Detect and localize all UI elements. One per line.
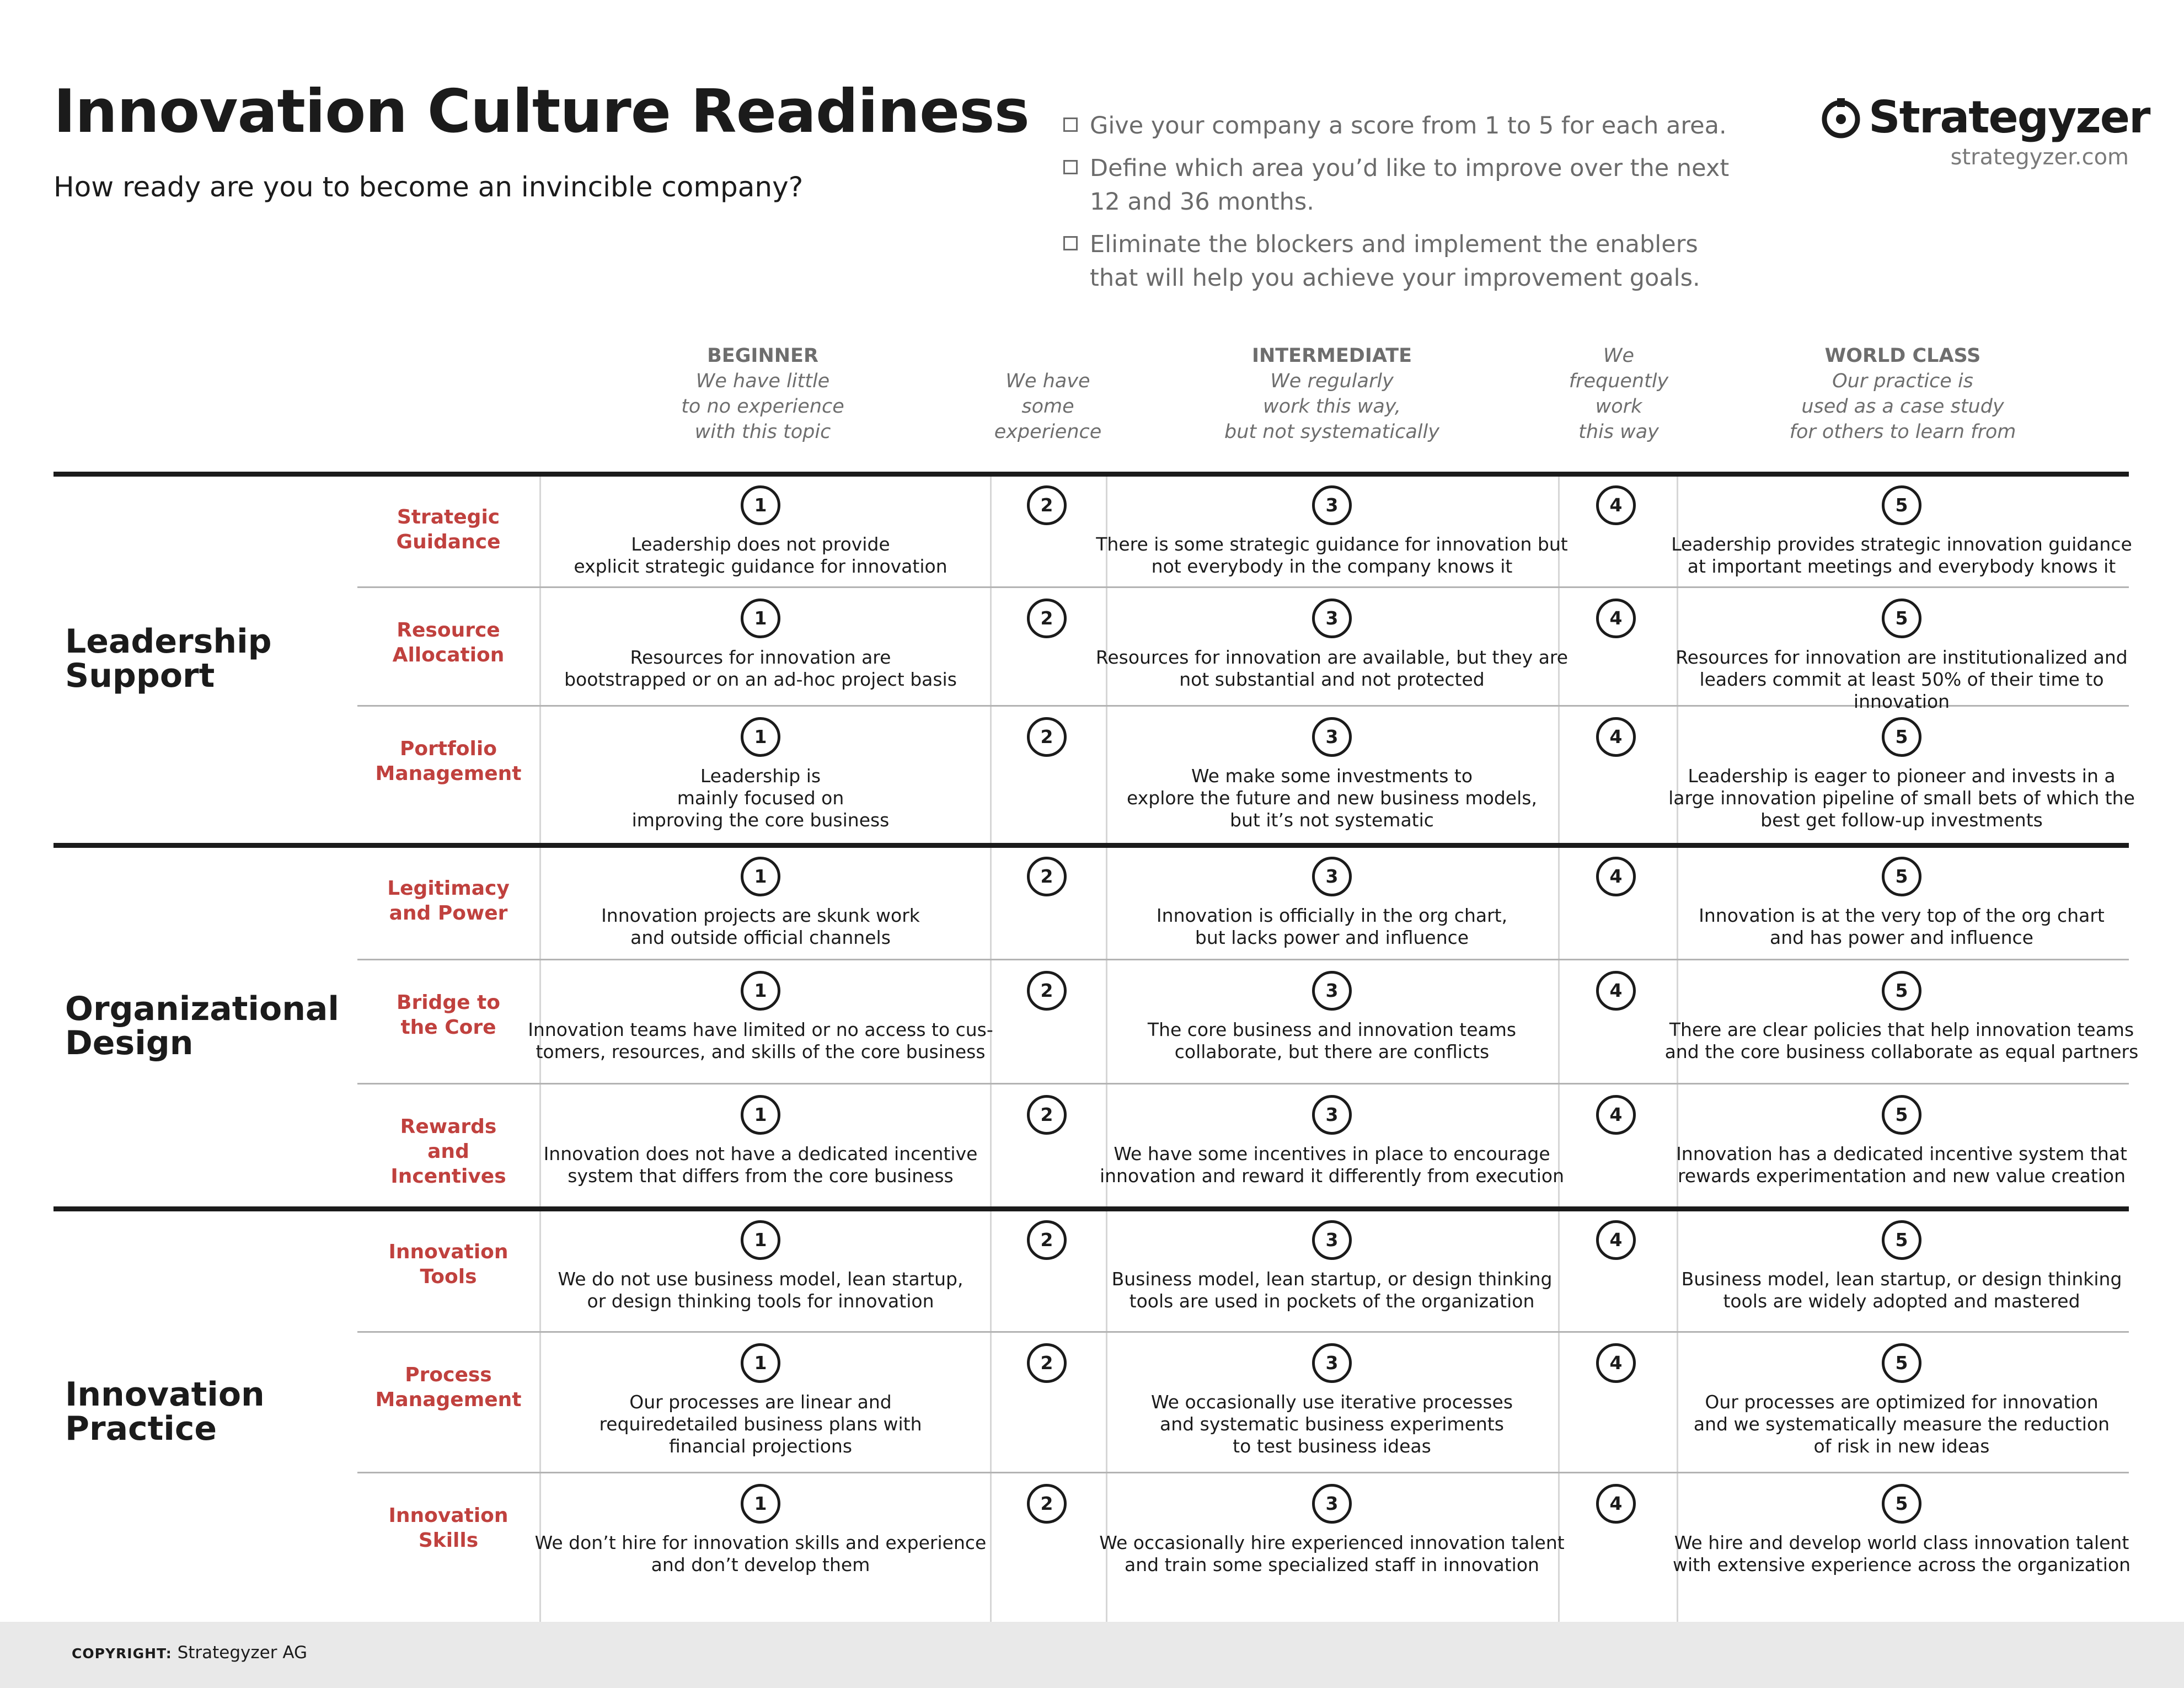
description-line: Business model, lean startup, or design thinking [1681, 1268, 2122, 1290]
area-label-line: Tools [420, 1265, 477, 1288]
description-line: bootstrapped or on an ad-hoc project basis [564, 669, 957, 690]
strategyzer-mark-icon [1820, 97, 1862, 139]
scale-header-beginner [644, 343, 881, 445]
score-4-button[interactable]: 4 [1596, 1220, 1636, 1260]
description-line: Innovation is at the very top of the org chart [1699, 905, 2105, 926]
description-line: collaborate, but there are conflicts [1174, 1041, 1490, 1062]
level-description-beginner [523, 1019, 998, 1063]
level-description-intermediate [1095, 905, 1569, 949]
description-line: Our processes are optimized for innovation [1705, 1391, 2099, 1413]
section-label [65, 992, 339, 1060]
score-4-button[interactable]: 4 [1596, 971, 1636, 1011]
level-description-intermediate [1095, 1143, 1569, 1187]
description-line: Business model, lean startup, or design thinking [1111, 1268, 1553, 1290]
level-description-world-class [1664, 1391, 2139, 1457]
page-title: Innovation Culture Readiness [53, 77, 1029, 146]
score-3-button[interactable]: 3 [1312, 485, 1352, 525]
checkbox-icon[interactable] [1063, 117, 1078, 132]
area-label-line: Resource [397, 619, 500, 642]
footer [0, 1622, 2184, 1688]
description-line: Resources for innovation are [630, 647, 891, 668]
description-line: and systematic business experiments [1160, 1413, 1504, 1435]
area-label-line: and [427, 1140, 469, 1163]
score-3-button[interactable]: 3 [1312, 1095, 1352, 1135]
scale-description: but not systematically [1224, 421, 1439, 443]
description-line: not everybody in the company knows it [1151, 555, 1513, 577]
description-line: There are clear policies that help innovation teams [1669, 1019, 2134, 1040]
level-description-beginner [523, 533, 998, 578]
score-3-button[interactable]: 3 [1312, 717, 1352, 757]
section-label-line: Organizational [65, 990, 339, 1028]
description-line: requiredetailed business plans with [599, 1413, 922, 1435]
area-label-line: Skills [418, 1529, 479, 1552]
description-line: innovation and reward it differently from execution [1099, 1165, 1565, 1187]
description-line: We don’t hire for innovation skills and experience [534, 1532, 987, 1553]
level-description-beginner [523, 905, 998, 949]
description-line: The core business and innovation teams [1147, 1019, 1517, 1040]
section-label-line: Design [65, 1024, 194, 1062]
section-label [65, 624, 272, 693]
description-line: Innovation has a dedicated incentive system that [1676, 1143, 2127, 1164]
area-label [357, 505, 539, 554]
score-2-button[interactable]: 2 [1027, 1095, 1067, 1135]
area-label-line: Incentives [390, 1165, 506, 1188]
area-label [357, 876, 539, 926]
description-line: at important meetings and everybody knows it [1687, 555, 2116, 577]
description-line: leaders commit at least 50% of their time to innovation [1699, 669, 2104, 712]
scale-description: some [1021, 396, 1074, 418]
description-line: We occasionally use iterative processes [1150, 1391, 1513, 1413]
scale-description: Our practice is [1832, 370, 1973, 392]
scale-description: work [1595, 396, 1642, 418]
section-divider [53, 1206, 2129, 1211]
score-2-button[interactable]: 2 [1027, 1343, 1067, 1383]
description-line: Leadership is eager to pioneer and invests in a [1688, 765, 2116, 787]
level-description-intermediate [1095, 533, 1569, 578]
score-5-button[interactable]: 5 [1882, 717, 1921, 757]
area-label [357, 1503, 539, 1553]
score-2-button[interactable]: 2 [1027, 599, 1067, 638]
area-label-line: Guidance [396, 531, 501, 553]
level-description-world-class [1664, 765, 2139, 831]
score-5-button[interactable]: 5 [1882, 485, 1921, 525]
description-line: with extensive experience across the organization [1672, 1554, 2131, 1575]
description-line: to test business ideas [1233, 1435, 1431, 1457]
level-description-world-class [1664, 1019, 2139, 1063]
score-5-button[interactable]: 5 [1882, 1343, 1921, 1383]
area-label-line: Strategic [397, 506, 500, 528]
level-description-intermediate [1095, 1268, 1569, 1312]
description-line: Innovation does not have a dedicated incentive [543, 1143, 978, 1164]
scale-header-4 [1544, 343, 1693, 445]
description-line: but it’s not systematic [1230, 809, 1434, 831]
description-line: Leadership does not provide [631, 533, 890, 555]
description-line: Innovation teams have limited or no access to cus- [528, 1019, 993, 1040]
score-4-button[interactable]: 4 [1596, 599, 1636, 638]
score-5-button[interactable]: 5 [1882, 1095, 1921, 1135]
scale-description: We regularly [1270, 370, 1394, 392]
description-line: There is some strategic guidance for innovation but [1096, 533, 1568, 555]
instruction-item [1063, 152, 1753, 219]
description-line: but lacks power and influence [1195, 927, 1469, 948]
section-label-line: Practice [65, 1409, 217, 1448]
level-description-world-class [1664, 647, 2139, 713]
scale-level: BEGINNER [707, 345, 818, 367]
description-line: not substantial and not protected [1179, 669, 1485, 690]
area-label-line: the Core [400, 1016, 496, 1039]
description-line: We hire and develop world class innovation talent [1674, 1532, 2129, 1553]
score-1-button[interactable]: 1 [741, 485, 780, 525]
level-description-world-class [1664, 1532, 2139, 1576]
score-1-button[interactable]: 1 [741, 1095, 780, 1135]
logo-wordmark: Strategyzer [1869, 92, 2150, 143]
scale-description: with this topic [694, 421, 831, 443]
level-description-beginner [523, 1391, 998, 1457]
area-label-line: Bridge to [397, 991, 500, 1014]
scale-description: this way [1578, 421, 1659, 443]
row-divider [357, 1331, 2129, 1333]
level-description-intermediate [1095, 1391, 1569, 1457]
score-4-button[interactable]: 4 [1596, 1484, 1636, 1524]
level-description-beginner [523, 1532, 998, 1576]
description-line: Innovation is officially in the org chart, [1156, 905, 1508, 926]
level-description-beginner [523, 1268, 998, 1312]
row-divider [357, 586, 2129, 588]
description-line: and we systematically measure the reduction [1693, 1413, 2110, 1435]
score-1-button[interactable]: 1 [741, 1220, 780, 1260]
row-divider [357, 1472, 2129, 1473]
level-description-intermediate [1095, 765, 1569, 831]
area-label-line: Innovation [388, 1504, 508, 1527]
scale-level: INTERMEDIATE [1251, 345, 1412, 367]
row-divider [357, 959, 2129, 960]
checkbox-icon[interactable] [1063, 236, 1078, 250]
level-description-beginner [523, 647, 998, 691]
score-4-button[interactable]: 4 [1596, 1343, 1636, 1383]
area-label-line: Management [375, 1388, 522, 1411]
score-3-button[interactable]: 3 [1312, 599, 1352, 638]
score-1-button[interactable]: 1 [741, 971, 780, 1011]
section-label-line: Leadership [65, 622, 272, 661]
score-1-button[interactable]: 1 [741, 599, 780, 638]
description-line: Leadership is [700, 765, 821, 787]
area-label-line: Allocation [392, 644, 505, 666]
description-line: Resources for innovation are institutionalized and [1676, 647, 2128, 668]
scale-description: We [1603, 345, 1635, 367]
description-line: We occasionally hire experienced innovation talent [1099, 1532, 1565, 1553]
copyright-holder: Strategyzer AG [177, 1643, 308, 1663]
area-label-line: Innovation [388, 1241, 508, 1263]
area-label [357, 1240, 539, 1289]
score-1-button[interactable]: 1 [741, 1484, 780, 1524]
scale-description: frequently [1569, 370, 1669, 392]
scale-header-intermediate [1197, 343, 1467, 445]
scale-description: used as a case study [1801, 396, 2004, 418]
instructions-list [1063, 109, 1753, 304]
level-description-beginner [523, 1143, 998, 1187]
description-line: We make some investments to [1191, 765, 1473, 787]
description-line: explore the future and new business models, [1127, 787, 1537, 809]
description-line: Resources for innovation are available, but they are [1095, 647, 1569, 668]
score-3-button[interactable]: 3 [1312, 1484, 1352, 1524]
score-5-button[interactable]: 5 [1882, 1220, 1921, 1260]
area-label-line: Legitimacy [387, 877, 510, 900]
scale-description: experience [994, 421, 1102, 443]
scale-header-2 [971, 368, 1125, 445]
level-description-world-class [1664, 1143, 2139, 1187]
score-5-button[interactable]: 5 [1882, 599, 1921, 638]
scale-description: We have little [695, 370, 830, 392]
description-line: and train some specialized staff in innovation [1125, 1554, 1539, 1575]
area-label-line: Rewards [400, 1115, 497, 1138]
level-description-intermediate [1095, 1019, 1569, 1063]
area-label [357, 618, 539, 667]
description-line: mainly focused on [677, 787, 844, 809]
description-line: tools are used in pockets of the organization [1129, 1290, 1535, 1312]
description-line: best get follow-up investments [1760, 809, 2043, 831]
section-divider [53, 472, 2129, 477]
strategyzer-logo [1820, 92, 2150, 143]
area-label-line: Process [405, 1364, 492, 1386]
area-label-line: Portfolio [400, 738, 497, 760]
description-line: and the core business collaborate as equal partners [1664, 1041, 2139, 1062]
description-line: We do not use business model, lean startup, [558, 1268, 963, 1290]
instruction-item [1063, 228, 1753, 295]
level-description-world-class [1664, 905, 2139, 949]
description-line: or design thinking tools for innovation [587, 1290, 934, 1312]
score-3-button[interactable]: 3 [1312, 1220, 1352, 1260]
section-label-line: Innovation [65, 1375, 265, 1414]
score-1-button[interactable]: 1 [741, 717, 780, 757]
logo-url: strategyzer.com [1950, 145, 2129, 170]
description-line: Our processes are linear and [629, 1391, 892, 1413]
area-label [357, 1114, 539, 1189]
description-line: explicit strategic guidance for innovation [574, 555, 948, 577]
description-line: and has power and influence [1770, 927, 2033, 948]
instruction-item [1063, 109, 1753, 143]
area-label [357, 1363, 539, 1412]
section-label [65, 1377, 265, 1446]
section-label-line: Support [65, 656, 215, 695]
score-3-button[interactable]: 3 [1312, 971, 1352, 1011]
description-line: improving the core business [631, 809, 890, 831]
description-line: and don’t develop them [651, 1554, 870, 1575]
score-5-button[interactable]: 5 [1882, 971, 1921, 1011]
level-description-world-class [1664, 1268, 2139, 1312]
scale-description: to no experience [681, 396, 844, 418]
score-5-button[interactable]: 5 [1882, 857, 1921, 896]
score-3-button[interactable]: 3 [1312, 857, 1352, 896]
score-4-button[interactable]: 4 [1596, 857, 1636, 896]
instruction-text: Give your company a score from 1 to 5 for each area. [1090, 112, 1727, 140]
description-line: and outside official channels [630, 927, 891, 948]
scale-description: for others to learn from [1789, 421, 2016, 443]
description-line: of risk in new ideas [1813, 1435, 1990, 1457]
area-label [357, 990, 539, 1040]
score-2-button[interactable]: 2 [1027, 1484, 1067, 1524]
score-1-button[interactable]: 1 [741, 857, 780, 896]
description-line: Leadership provides strategic innovation guidance [1671, 533, 2132, 555]
description-line: Innovation projects are skunk work [601, 905, 920, 926]
score-2-button[interactable]: 2 [1027, 717, 1067, 757]
score-2-button[interactable]: 2 [1027, 485, 1067, 525]
checkbox-icon[interactable] [1063, 160, 1078, 174]
area-label [357, 736, 539, 786]
description-line: tools are widely adopted and mastered [1723, 1290, 2080, 1312]
level-description-world-class [1664, 533, 2139, 578]
description-line: rewards experimentation and new value creation [1677, 1165, 2126, 1187]
scale-description: We have [1005, 370, 1090, 392]
area-label-line: and Power [389, 902, 508, 925]
score-4-button[interactable]: 4 [1596, 717, 1636, 757]
instruction-text: Define which area you’d like to improve over the next 12 and 36 months. [1090, 154, 1730, 216]
level-description-intermediate [1095, 647, 1569, 691]
score-3-button[interactable]: 3 [1312, 1343, 1352, 1383]
description-line: large innovation pipeline of small bets of which the [1668, 787, 2135, 809]
score-5-button[interactable]: 5 [1882, 1484, 1921, 1524]
description-line: We have some incentives in place to encourage [1114, 1143, 1550, 1164]
score-2-button[interactable]: 2 [1027, 971, 1067, 1011]
description-line: financial projections [668, 1435, 853, 1457]
score-4-button[interactable]: 4 [1596, 485, 1636, 525]
score-1-button[interactable]: 1 [741, 1343, 780, 1383]
scale-description: work this way, [1262, 396, 1401, 418]
score-2-button[interactable]: 2 [1027, 857, 1067, 896]
score-4-button[interactable]: 4 [1596, 1095, 1636, 1135]
score-2-button[interactable]: 2 [1027, 1220, 1067, 1260]
copyright [72, 1643, 307, 1663]
instruction-text: Eliminate the blockers and implement the enablers that will help you achieve your improvement goals. [1090, 231, 1700, 292]
level-description-intermediate [1095, 1532, 1569, 1576]
row-divider [357, 1083, 2129, 1085]
description-line: tomers, resources, and skills of the core business [536, 1041, 986, 1062]
page-subtitle: How ready are you to become an invincible company? [53, 171, 804, 203]
section-divider [53, 843, 2129, 848]
description-line: system that differs from the core business [568, 1165, 954, 1187]
scale-level: WORLD CLASS [1824, 345, 1981, 367]
scale-header-world-class [1759, 343, 2046, 445]
area-label-line: Management [375, 762, 522, 785]
copyright-label: COPYRIGHT: [72, 1646, 172, 1662]
level-description-beginner [523, 765, 998, 831]
